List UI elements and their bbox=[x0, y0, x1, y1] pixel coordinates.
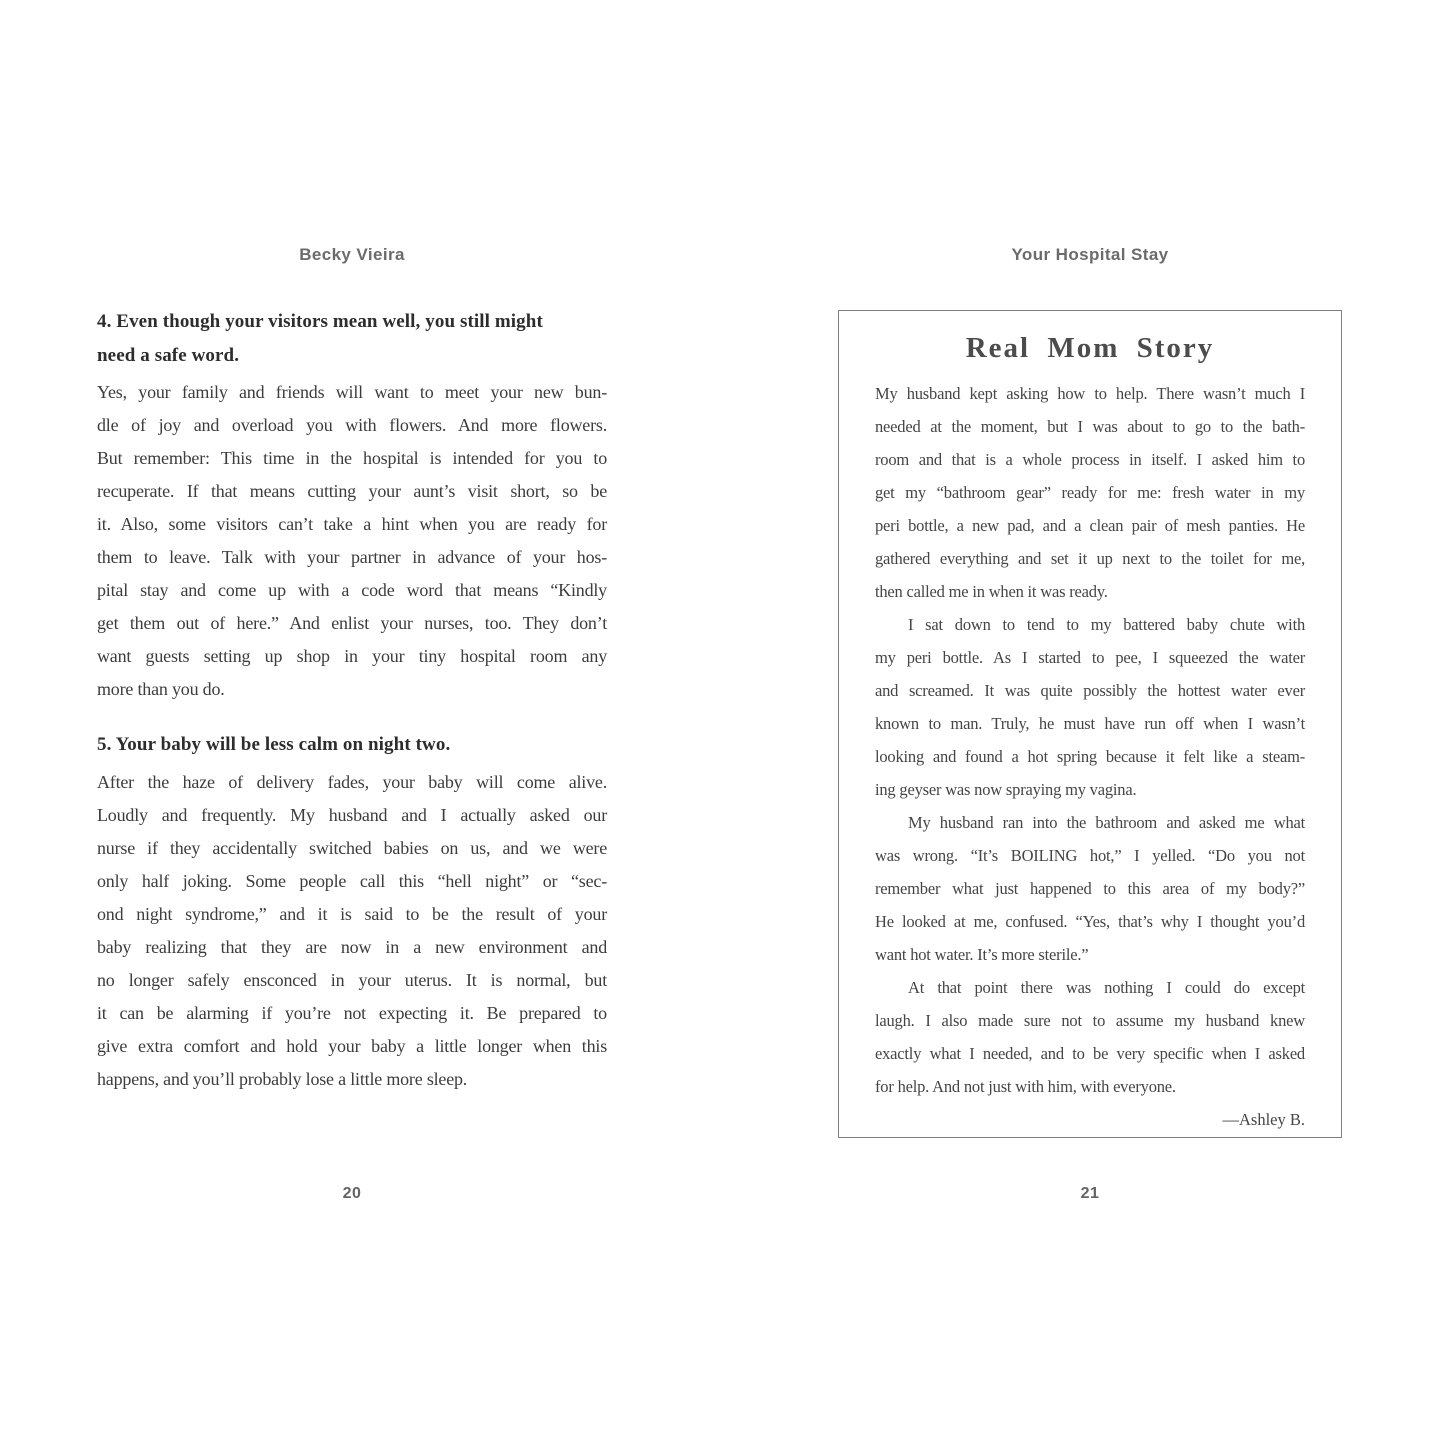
real-mom-story-box bbox=[838, 310, 1342, 1138]
story-paragraph-2 bbox=[875, 608, 1305, 806]
text-line: no longer safely ensconced in your uterus. It is normal, but bbox=[97, 970, 607, 990]
text-line: was wrong. “It’s BOILING hot,” I yelled. “Do you not bbox=[875, 846, 1305, 865]
section-4-paragraph bbox=[97, 376, 607, 706]
text-line: it. Also, some visitors can’t take a hint when you are ready for bbox=[97, 514, 607, 534]
left-page bbox=[97, 0, 607, 1440]
text-line: 5. Your baby will be less calm on night two. bbox=[97, 734, 451, 755]
text-line: remember what just happened to this area of my body?” bbox=[875, 879, 1305, 898]
running-header-right: Your Hospital Stay bbox=[1011, 245, 1169, 264]
running-header-left: Becky Vieira bbox=[299, 245, 405, 264]
text-line: Yes, your family and friends will want to meet your new bun- bbox=[97, 382, 607, 402]
text-line: get my “bathroom gear” ready for me: fresh water in my bbox=[875, 483, 1305, 502]
text-line: ing geyser was now spraying my vagina. bbox=[875, 780, 1137, 799]
text-line: want guests setting up shop in your tiny hospital room any bbox=[97, 646, 607, 666]
section-heading-5 bbox=[97, 728, 607, 762]
text-line: give extra comfort and hold your baby a little longer when this bbox=[97, 1036, 607, 1056]
text-line: laugh. I also made sure not to assume my husband knew bbox=[875, 1011, 1305, 1030]
story-paragraph-4 bbox=[875, 971, 1305, 1103]
text-line: needed at the moment, but I was about to go to the bath- bbox=[875, 417, 1305, 436]
text-line: nurse if they accidentally switched babies on us, and we were bbox=[97, 838, 607, 858]
text-line: 4. Even though your visitors mean well, you still might bbox=[97, 311, 543, 332]
text-line: My husband ran into the bathroom and asked me what bbox=[908, 813, 1305, 832]
text-line: dle of joy and overload you with flowers. And more flowers. bbox=[97, 415, 607, 435]
text-line: my peri bottle. As I started to pee, I squeezed the water bbox=[875, 648, 1305, 667]
text-line: room and that is a whole process in itself. I asked him to bbox=[875, 450, 1305, 469]
story-box-title: Real Mom Story bbox=[965, 332, 1215, 364]
text-line: get them out of here.” And enlist your nurses, too. They don’t bbox=[97, 613, 607, 633]
text-line: Loudly and frequently. My husband and I actually asked our bbox=[97, 805, 607, 825]
text-line: peri bottle, a new pad, and a clean pair of mesh panties. He bbox=[875, 516, 1305, 535]
story-attribution: —Ashley B. bbox=[1222, 1110, 1305, 1129]
text-line: it can be alarming if you’re not expecting it. Be prepared to bbox=[97, 1003, 607, 1023]
text-line: He looked at me, confused. “Yes, that’s why I thought you’d bbox=[875, 912, 1305, 931]
story-paragraph-1 bbox=[875, 377, 1305, 608]
text-line: pital stay and come up with a code word that means “Kindly bbox=[97, 580, 607, 600]
text-line: need a safe word. bbox=[97, 345, 240, 366]
text-line: gathered everything and set it up next to the toilet for me, bbox=[875, 549, 1305, 568]
page-number-left: 20 bbox=[342, 1185, 362, 1202]
section-heading-4 bbox=[97, 305, 607, 373]
text-line: After the haze of delivery fades, your baby will come alive. bbox=[97, 772, 607, 792]
text-line: At that point there was nothing I could do except bbox=[908, 978, 1305, 997]
text-line: only half joking. Some people call this “hell night” or “sec- bbox=[97, 871, 607, 891]
page-number-right: 21 bbox=[1080, 1185, 1100, 1202]
text-line: My husband kept asking how to help. There wasn’t much I bbox=[875, 384, 1305, 403]
text-line: I sat down to tend to my battered baby chute with bbox=[908, 615, 1305, 634]
text-line: happens, and you’ll probably lose a little more sleep. bbox=[97, 1069, 468, 1089]
text-line: recuperate. If that means cutting your aunt’s visit short, so be bbox=[97, 481, 607, 501]
text-line: more than you do. bbox=[97, 679, 225, 699]
text-line: them to leave. Talk with your partner in advance of your hos- bbox=[97, 547, 607, 567]
text-line: and screamed. It was quite possibly the hottest water ever bbox=[875, 681, 1305, 700]
right-page bbox=[838, 0, 1342, 1440]
text-line: baby realizing that they are now in a new environment and bbox=[97, 937, 607, 957]
text-line: want hot water. It’s more sterile.” bbox=[875, 945, 1089, 964]
text-line: then called me in when it was ready. bbox=[875, 582, 1108, 601]
text-line: But remember: This time in the hospital is intended for you to bbox=[97, 448, 607, 468]
text-line: for help. And not just with him, with everyone. bbox=[875, 1077, 1176, 1096]
section-5-paragraph bbox=[97, 766, 607, 1096]
text-line: looking and found a hot spring because it felt like a steam- bbox=[875, 747, 1305, 766]
text-line: exactly what I needed, and to be very specific when I asked bbox=[875, 1044, 1305, 1063]
text-line: known to man. Truly, he must have run off when I wasn’t bbox=[875, 714, 1305, 733]
story-paragraph-3 bbox=[875, 806, 1305, 971]
text-line: ond night syndrome,” and it is said to be the result of your bbox=[97, 904, 607, 924]
